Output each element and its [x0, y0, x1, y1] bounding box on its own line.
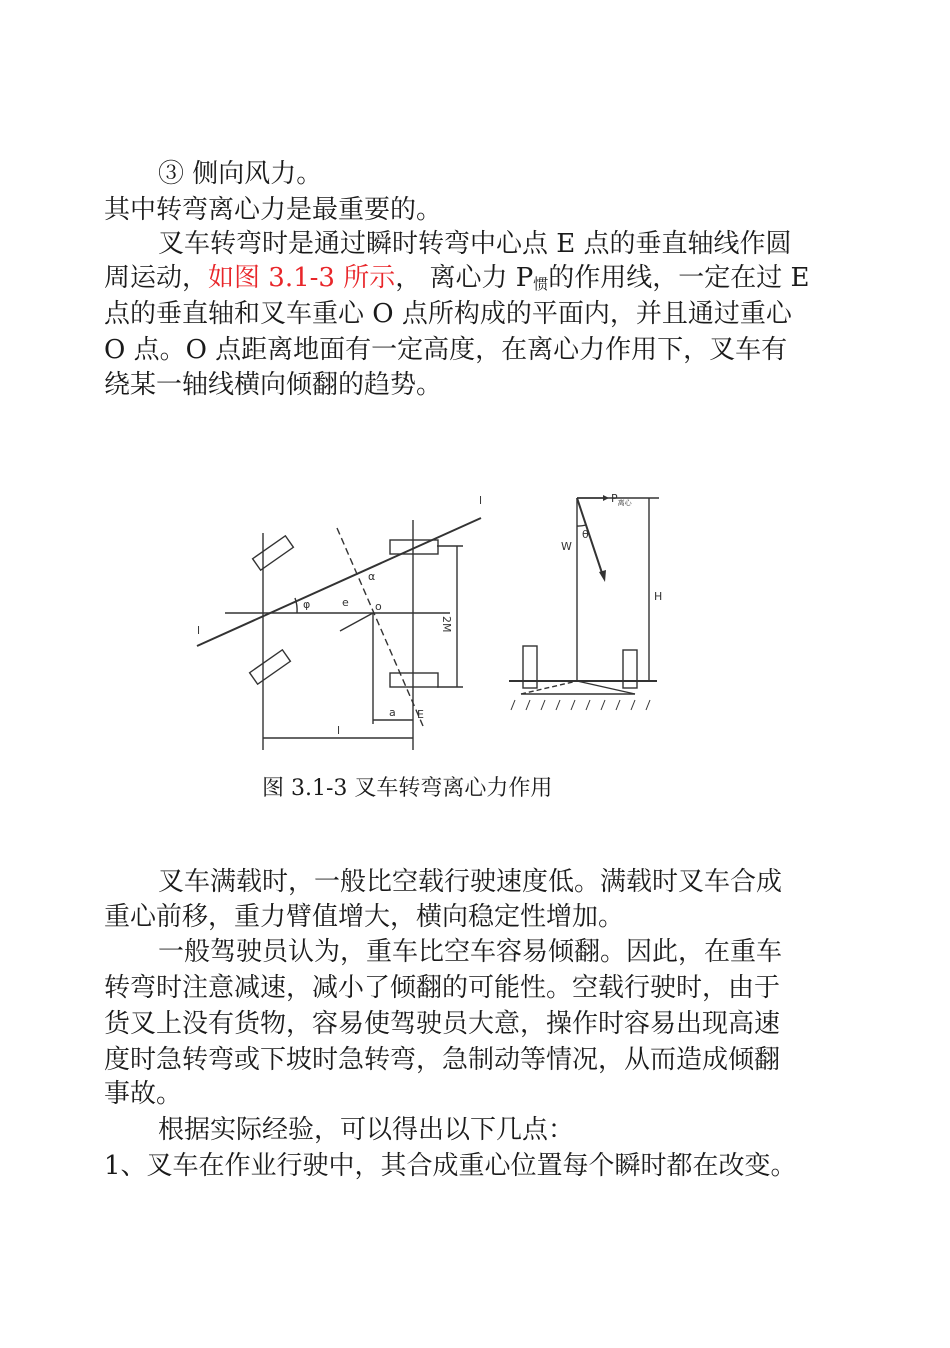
- label-e: e: [342, 596, 349, 609]
- label-P: $P_{离心}$: [611, 492, 632, 507]
- paragraph-line: 点的垂直轴和叉车重心 O 点所构成的平面内，并且通过重心: [104, 299, 792, 329]
- paragraph-line: 周运动，如图 3.1-3 所示， 离心力 P惯的作用线，一定在过 E: [104, 263, 810, 293]
- paragraph-line: 绕某一轴线横向倾翻的趋势。: [104, 370, 443, 400]
- ground-hatching: [511, 700, 650, 710]
- wheel-rear-left: [250, 650, 291, 684]
- label-a: a: [389, 706, 396, 719]
- wheel-rear-right: [390, 673, 438, 687]
- paragraph-line: 其中转弯离心力是最重要的。: [104, 195, 443, 225]
- label-theta: θ: [582, 528, 589, 541]
- label-l-left: l: [197, 624, 201, 637]
- paragraph-line: 一般驾驶员认为，重车比空车容易倾翻。因此，在重车: [158, 937, 783, 967]
- wheel-side-right: [623, 650, 637, 688]
- paragraph-line: 叉车转弯时是通过瞬时转弯中心点 E 点的垂直轴线作圆: [158, 229, 792, 259]
- label-E: E: [417, 708, 424, 721]
- paragraph-line: 事故。: [104, 1079, 183, 1109]
- figure-reference-link[interactable]: 如图 3.1-3 所示: [208, 263, 396, 293]
- figure-caption: 图 3.1-3 叉车转弯离心力作用: [262, 776, 553, 801]
- resultant-force-line: [577, 498, 603, 576]
- label-H: H: [654, 590, 663, 603]
- angle-theta-arc: [577, 525, 586, 526]
- dashed-line-to-E: [337, 528, 423, 726]
- paragraph-line: 叉车满载时，一般比空载行驶速度低。满载时叉车合成: [158, 867, 783, 897]
- label-l-bottom: l: [337, 724, 341, 737]
- paragraph-line: 重心前移，重力臂值增大，横向稳定性增加。: [104, 902, 625, 932]
- forklift-centrifugal-force-figure: [185, 488, 665, 753]
- label-o: o: [375, 600, 382, 613]
- wheel-front-right: [390, 540, 438, 554]
- label-phi: φ: [303, 598, 311, 611]
- paragraph-line: 度时急转弯或下坡时急转弯，急制动等情况，从而造成倾翻: [104, 1045, 781, 1075]
- label-l-top: l: [479, 494, 483, 507]
- paragraph-line: 根据实际经验，可以得出以下几点：: [158, 1115, 575, 1145]
- label-alpha: α: [368, 570, 376, 583]
- numbered-item-1: 1、叉车在作业行驶中，其合成重心位置每个瞬时都在改变。: [104, 1151, 797, 1181]
- wheel-front-left: [253, 536, 294, 570]
- paragraph-line: 货叉上没有货物，容易使驾驶员大意，操作时容易出现高速: [104, 1009, 781, 1039]
- figure-diagram: [185, 488, 665, 753]
- perpendicular-line-e: [340, 613, 373, 631]
- list-item-side-wind: ③ 侧向风力。: [158, 159, 323, 189]
- paragraph-line: 转弯时注意减速，减小了倾翻的可能性。空载行驶时，由于: [104, 973, 781, 1003]
- paragraph-line: O 点。O 点距离地面有一定高度，在离心力作用下，叉车有: [104, 335, 788, 365]
- label-2M: 2M: [440, 616, 453, 633]
- label-W: W: [561, 540, 572, 553]
- diagonal-line-l: [197, 518, 481, 646]
